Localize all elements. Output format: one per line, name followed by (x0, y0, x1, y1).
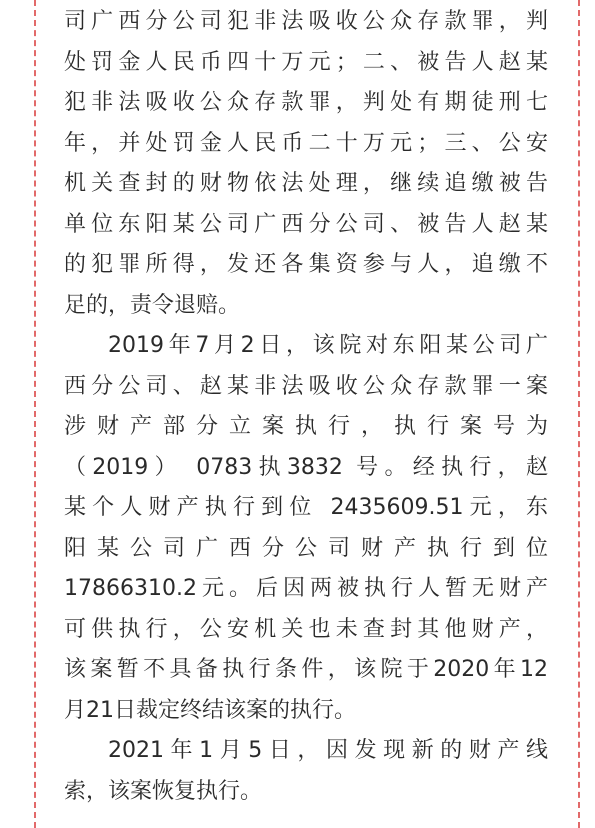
text-line: 的犯罪所得，发还各集资参与人，追缴不 (64, 252, 548, 277)
text-line: 2019年7月2日，该院对东阳某公司广 (108, 333, 548, 358)
text-line: 索，该案恢复执行。 (64, 778, 263, 804)
text-line: 司广西分公司犯非法吸收公众存款罪，判 (64, 9, 548, 34)
text-line: 犯非法吸收公众存款罪，判处有期徒刑七 (64, 90, 548, 115)
text-line: 单位东阳某公司广西分公司、被告人赵某 (64, 211, 548, 237)
paragraph-2 (64, 326, 548, 731)
text-line: 月21日裁定终结该案的执行。 (64, 697, 356, 723)
text-line: 年，并处罚金人民币二十万元；三、公安 (64, 130, 548, 156)
text-line: 机关查封的财物依法处理，继续追缴被告 (64, 171, 548, 196)
text-line: （2019） 0783执3832 号。经执行，赵 (64, 454, 548, 480)
text-line: 17866310.2元。后因两被执行人暂无财产 (64, 576, 548, 601)
dashed-border-left (34, 0, 36, 828)
text-line: 处罚金人民币四十万元；二、被告人赵某 (64, 49, 548, 75)
article-body (64, 2, 548, 812)
text-line: 涉财产部分立案执行，执行案号为 (64, 414, 548, 439)
text-line: 某个人财产执行到位 2435609.51元，东 (64, 495, 548, 520)
text-line: 该案暂不具备执行条件，该院于2020年12 (64, 657, 548, 682)
text-line: 阳某公司广西分公司财产执行到位 (64, 535, 548, 561)
text-line: 足的，责令退赔。 (64, 292, 241, 318)
paragraph-3 (64, 731, 548, 812)
dashed-border-right (578, 0, 580, 828)
paragraph-1 (64, 2, 548, 326)
text-line: 可供执行，公安机关也未查封其他财产， (64, 616, 548, 642)
text-line: 2021年1月5日，因发现新的财产线 (108, 738, 548, 763)
text-line: 西分公司、赵某非法吸收公众存款罪一案 (64, 373, 548, 399)
